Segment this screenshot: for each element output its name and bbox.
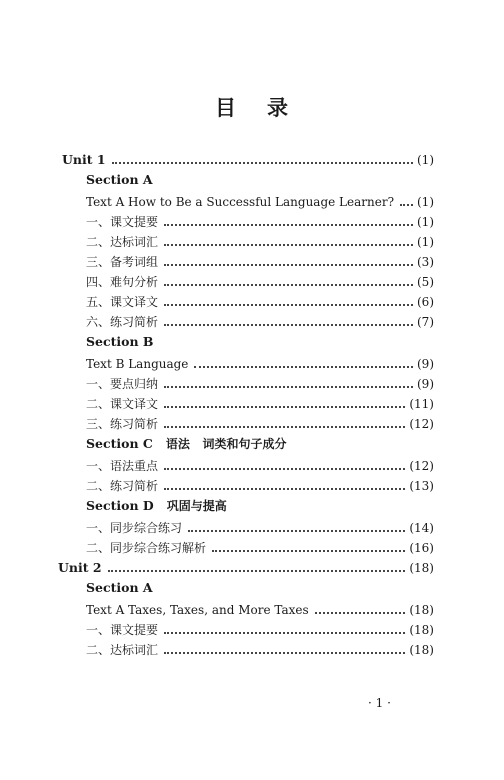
toc-entry[interactable]	[86, 638, 434, 658]
toc-page: (9)	[417, 377, 434, 391]
toc-entry[interactable]	[86, 290, 434, 310]
toc-page: (18)	[409, 643, 434, 657]
section-heading-c	[86, 434, 286, 454]
toc-entry[interactable]	[86, 412, 434, 432]
toc-label: 三、练习简析	[86, 417, 159, 431]
dot-leader	[112, 162, 413, 164]
toc-entry[interactable]	[86, 392, 434, 412]
section-subtitle: 语法 词类和句子成分	[165, 437, 287, 451]
toc-entry[interactable]	[86, 516, 434, 536]
section-heading-a	[86, 170, 153, 190]
toc-label: 三、备考词组	[86, 255, 159, 269]
toc-entry[interactable]	[86, 474, 434, 494]
toc-label: Text A How to Be a Successful Language Learner?	[86, 195, 395, 209]
dot-leader	[164, 632, 405, 634]
toc-entry-unit-1[interactable]	[62, 148, 434, 168]
toc-entry[interactable]	[86, 536, 434, 556]
toc-page: (18)	[409, 561, 434, 575]
page-title	[0, 92, 504, 122]
toc-entry[interactable]	[86, 270, 434, 290]
toc-label: Text A Taxes, Taxes, and More Taxes	[86, 603, 309, 617]
toc-page: (18)	[409, 603, 434, 617]
toc-label: Unit 1	[62, 152, 106, 167]
toc-label: 五、课文译文	[86, 295, 159, 309]
toc-entry[interactable]	[86, 230, 434, 250]
dot-leader	[164, 284, 413, 286]
dot-leader	[164, 386, 413, 388]
toc-label: 一、要点归纳	[86, 377, 159, 391]
section-label: Section A	[86, 172, 153, 187]
toc-page: (1)	[417, 235, 434, 249]
section-subtitle: 巩固与提高	[166, 499, 227, 513]
section-label: Section A	[86, 580, 153, 595]
toc-label: 二、达标词汇	[86, 235, 159, 249]
dot-leader	[315, 612, 406, 614]
toc-page: (13)	[409, 479, 434, 493]
dot-leader	[164, 406, 405, 408]
toc-page: (1)	[417, 215, 434, 229]
toc-label: 一、课文提要	[86, 623, 159, 637]
section-label: Section C	[86, 436, 153, 451]
toc-page: (6)	[417, 295, 434, 309]
dot-leader	[212, 550, 405, 552]
toc-entry[interactable]	[86, 618, 434, 638]
dot-leader	[164, 244, 413, 246]
toc-page: (1)	[417, 153, 434, 167]
toc-entry-unit-2[interactable]	[58, 556, 434, 576]
toc-page: (16)	[409, 541, 434, 555]
toc-entry[interactable]	[86, 210, 434, 230]
toc-entry[interactable]	[86, 372, 434, 392]
toc-label: 一、语法重点	[86, 459, 159, 473]
toc-label: Text B Language	[86, 357, 189, 371]
toc-page: (7)	[417, 315, 434, 329]
toc-label: 二、课文译文	[86, 397, 159, 411]
toc-entry[interactable]	[86, 310, 434, 330]
dot-leader	[194, 366, 413, 368]
dot-leader	[164, 652, 405, 654]
dot-leader	[164, 488, 405, 490]
dot-leader	[164, 468, 405, 470]
toc-label: 二、达标词汇	[86, 643, 159, 657]
dot-leader	[188, 530, 405, 532]
dot-leader	[164, 324, 413, 326]
toc-page: (18)	[409, 623, 434, 637]
title-char-1: 目	[215, 95, 237, 120]
toc-page: (11)	[409, 397, 434, 411]
dot-leader	[164, 304, 413, 306]
dot-leader	[164, 426, 405, 428]
toc-page: (5)	[417, 275, 434, 289]
toc-label: 二、练习简析	[86, 479, 159, 493]
toc-label: 二、同步综合练习解析	[86, 541, 207, 555]
toc-label: 六、练习简析	[86, 315, 159, 329]
toc-entry-text-b[interactable]	[86, 352, 434, 372]
page-number: · 1 ·	[368, 696, 391, 710]
toc-page: (9)	[417, 357, 434, 371]
toc-page: (1)	[417, 195, 434, 209]
toc-label: Unit 2	[58, 560, 102, 575]
section-heading-b	[86, 332, 153, 352]
toc-entry[interactable]	[86, 250, 434, 270]
dot-leader	[108, 570, 406, 572]
toc-page: (12)	[409, 417, 434, 431]
toc-page: (3)	[417, 255, 434, 269]
dot-leader	[164, 264, 413, 266]
toc-page: (14)	[409, 521, 434, 535]
section-heading-a	[86, 578, 153, 598]
toc-label: 一、同步综合练习	[86, 521, 183, 535]
dot-leader	[164, 224, 413, 226]
section-label: Section B	[86, 334, 154, 349]
section-label: Section D	[86, 498, 154, 513]
dot-leader	[400, 204, 413, 206]
toc-entry-text-a[interactable]	[86, 190, 434, 210]
toc-page: (12)	[409, 459, 434, 473]
toc-label: 四、难句分析	[86, 275, 159, 289]
toc-label: 一、课文提要	[86, 215, 159, 229]
toc-entry[interactable]	[86, 454, 434, 474]
section-heading-d	[86, 496, 227, 516]
toc-entry-text-a[interactable]	[86, 598, 434, 618]
title-char-2: 录	[267, 95, 289, 120]
